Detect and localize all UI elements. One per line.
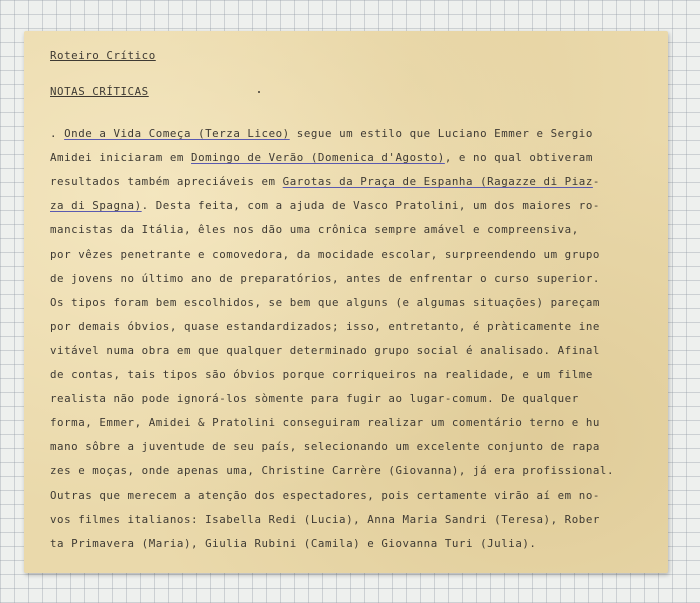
- text-segment: vitável numa obra em que qualquer determinado grupo social é analisado. Afinal: [50, 343, 600, 357]
- text-segment: por vêzes penetrante e comovedora, da mocidade escolar, surpreendendo um grupo: [50, 247, 600, 261]
- text-segment: mano sôbre a juventude de seu país, selecionando um excelente conjunto de rapa: [50, 440, 600, 454]
- document-header: Roteiro Crítico: [50, 49, 156, 62]
- text-segment: Outras que merecem a atenção dos espectadores, pois certamente virão aí em no-: [50, 488, 600, 502]
- text-segment: zes e moças, onde apenas uma, Christine Carrère (Giovanna), já era profissional.: [50, 464, 615, 478]
- text-line: [50, 368, 593, 381]
- text-line: [50, 199, 600, 212]
- underlined-title: za di Spagna): [50, 199, 142, 213]
- text-line: [50, 489, 600, 502]
- ink-dot: [258, 91, 260, 93]
- text-line: [50, 272, 600, 285]
- text-line: [50, 320, 600, 333]
- text-line: [50, 344, 600, 357]
- text-line: [50, 416, 600, 429]
- text-line: [50, 248, 600, 261]
- text-segment: mancistas da Itália, êles nos dão uma crônica sempre amável e compreensiva,: [50, 223, 579, 237]
- text-segment: resultados também apreciáveis em: [50, 175, 283, 189]
- text-line: [50, 537, 536, 550]
- text-line: [50, 223, 579, 236]
- text-segment: forma, Emmer, Amidei & Pratolini conseguiram realizar um comentário terno e hu: [50, 416, 600, 430]
- text-line: [50, 151, 593, 164]
- text-line: [50, 127, 593, 140]
- text-segment: por demais óbvios, quase estandardizados; isso, entretanto, é pràticamente ine: [50, 319, 600, 333]
- text-line: [50, 392, 579, 405]
- text-segment: de contas, tais tipos são óbvios porque corriqueiros na realidade, e um filme: [50, 368, 593, 381]
- text-segment: Os tipos foram bem escolhidos, se bem que alguns (e algumas situações) pareçam: [50, 295, 600, 309]
- text-segment: . Desta feita, com a ajuda de Vasco Pratolini, um dos maiores ro-: [141, 199, 600, 213]
- text-line: [50, 296, 600, 309]
- text-segment: -: [592, 175, 600, 189]
- underlined-title: Domingo de Verão (Domenica d'Agosto): [191, 151, 445, 165]
- text-segment: , e no qual obtiveram: [444, 151, 593, 165]
- text-line: [50, 175, 600, 188]
- text-segment: .: [50, 127, 65, 140]
- text-segment: de jovens no último ano de preparatórios, antes de enfrentar o curso superior.: [50, 271, 600, 285]
- underlined-title: Garotas da Praça de Espanha (Ragazze di Piaz: [282, 175, 593, 189]
- underlined-title: Onde a Vida Começa (Terza Liceo): [64, 127, 290, 140]
- text-segment: Amidei iniciaram em: [50, 151, 192, 165]
- text-line: [50, 464, 614, 477]
- text-line: [50, 440, 600, 453]
- text-segment: segue um estilo que Luciano Emmer e Sergio: [289, 127, 593, 140]
- text-segment: realista não pode ignorá-los sòmente para fugir ao lugar-comum. De qualquer: [50, 392, 579, 406]
- text-line: [50, 513, 600, 526]
- text-segment: ta Primavera (Maria), Giulia Rubini (Camila) e Giovanna Turi (Julia).: [50, 536, 537, 550]
- typewritten-sheet: [24, 31, 668, 573]
- notes-heading: NOTAS CRÍTICAS: [50, 85, 149, 98]
- text-segment: vos filmes italianos: Isabella Redi (Lucia), Anna Maria Sandri (Teresa), Rober: [50, 512, 600, 526]
